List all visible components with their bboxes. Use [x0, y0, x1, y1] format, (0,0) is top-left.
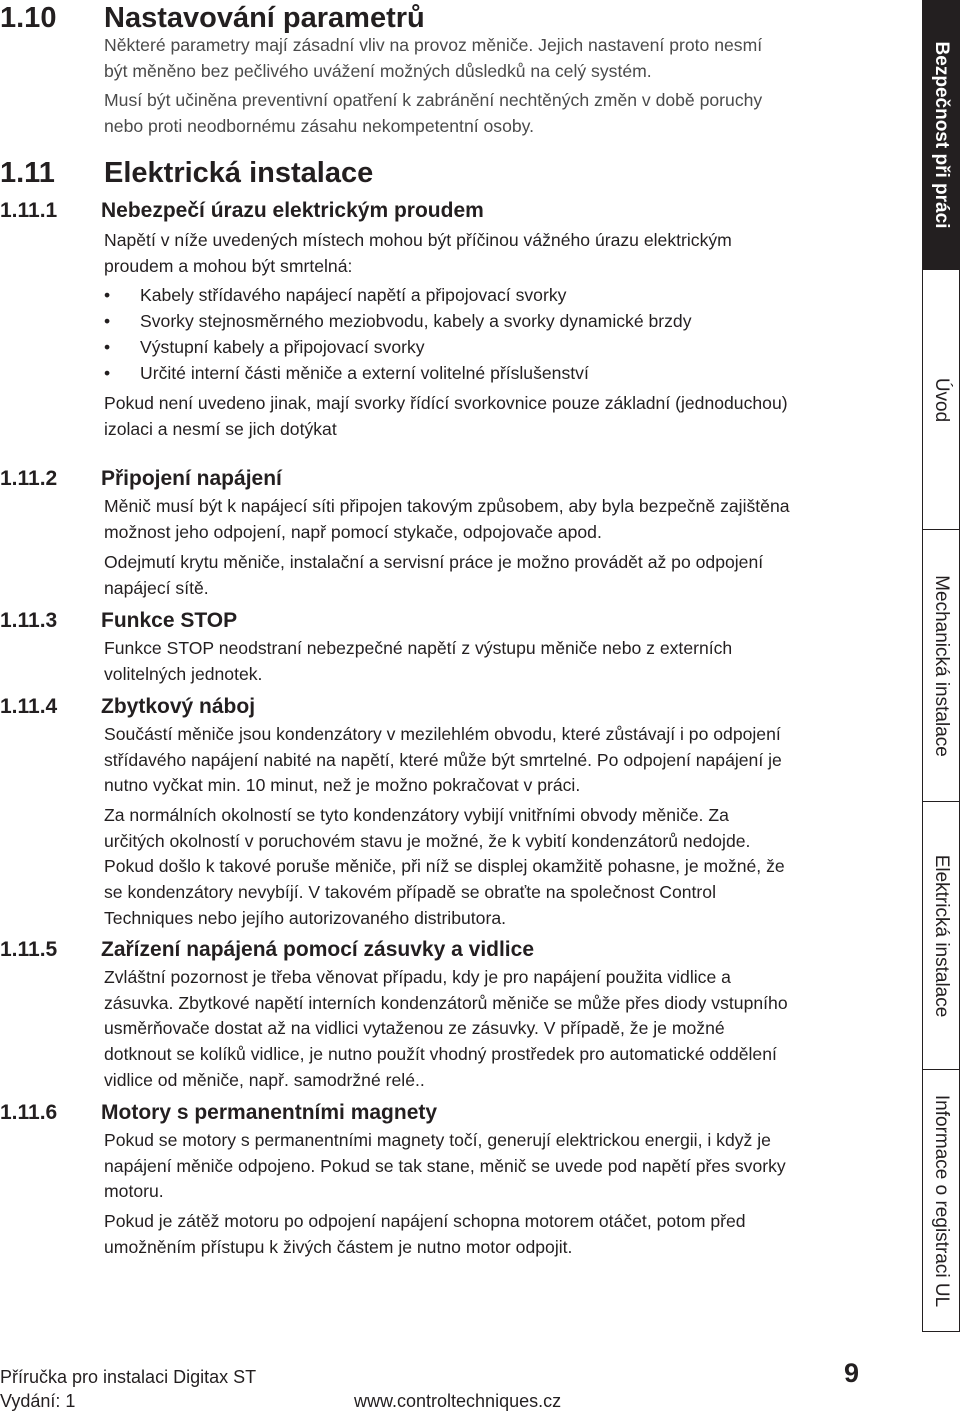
section-1-11-2-paragraph-2: Odejmutí krytu měniče, instalační a servisní práce je možno provádět až po odpojení napájecí sítě.	[104, 552, 764, 598]
footer-issue: Vydání: 1	[0, 1391, 76, 1411]
bullet-icon: •	[104, 337, 111, 357]
section-title: Elektrická instalace	[104, 157, 374, 189]
section-1-11-heading	[0, 157, 900, 191]
section-1-11-1-intro: Napětí v níže uvedených místech mohou být příčinou vážného úrazu elektrickým proudem a mohou být smrtelná:	[104, 230, 732, 276]
section-title: Motory s permanentními magnety	[101, 1101, 438, 1124]
bullet-icon: •	[104, 311, 111, 331]
section-1-11-4-paragraph-2: Za normálních okolností se tyto kondenzátory vybijí vnitřními obvody měniče. Za určitých okolností v poruchovém stavu je možné, že k vybití kondenzátorů nedojde. Pokud došlo k takové poruše měniče, při níž se displej okamžitě pohasne, je možné, že se kondenzátory nevybíjí. V takovém případě se obraťte na společnost Control Techniques nebo jejího autorizovaného distributora.	[104, 805, 785, 928]
footer-manual-title: Příručka pro instalaci Digitax ST	[0, 1367, 257, 1387]
section-number: 1.11.1	[0, 199, 58, 222]
section-1-11-2-heading	[0, 467, 900, 495]
section-title: Připojení napájení	[101, 467, 282, 490]
sidebar-tab-label: Informace o registraci UL	[931, 1094, 952, 1307]
sidebar-tab-label: Bezpečnost při práci	[931, 41, 952, 228]
section-1-10-paragraph-2: Musí být učiněna preventivní opatření k zabránění nechtěných změn v době poruchy nebo proti neodbornému zásahu nekompetentní osoby.	[104, 90, 763, 136]
section-number: 1.11	[0, 157, 55, 189]
section-title: Funkce STOP	[101, 609, 238, 632]
bullet-icon: •	[104, 285, 111, 305]
section-number: 1.11.2	[0, 467, 58, 490]
chapter-sidebar	[922, 0, 960, 1332]
sidebar-tab-informace-ul[interactable]	[923, 1070, 959, 1332]
section-title: Nebezpečí úrazu elektrickým proudem	[101, 199, 484, 222]
section-title: Zbytkový náboj	[101, 695, 256, 718]
sidebar-tab-mechanicka-instalace[interactable]	[923, 530, 959, 802]
section-1-11-6-paragraph-2: Pokud je zátěž motoru po odpojení napájení schopna motorem otáčet, potom před umožněním přístupu k živých částem je nutno motor odpojit.	[104, 1211, 746, 1257]
section-title: Nastavování parametrů	[104, 2, 425, 34]
section-1-10-heading	[0, 2, 900, 36]
section-1-10-paragraph-1: Některé parametry mají zásadní vliv na provoz měniče. Jejich nastavení proto nesmí být měněno bez pečlivého uvážení možných důsledků na celý systém.	[104, 35, 763, 81]
section-1-11-1-note: Pokud není uvedeno jinak, mají svorky řídící svorkovnice pouze základní (jednoduchou) izolaci a nesmí se jich dotýkat	[104, 393, 788, 439]
sidebar-tab-label: Úvod	[931, 377, 952, 422]
section-1-11-5-paragraph: Zvláštní pozornost je třeba věnovat případu, kdy je pro napájení použita vidlice a zásuvka. Zbytkové napětí interních kondenzátorů měniče se může přes diody vstupního usměrňovače dostat až na vidlici vytaženou ze zásuvky. V případě, že je možné dotknout se kolíků vidlice, je nutno použít vhodný prostředek pro automatické oddělení vidlice od měniče, např. samodržné relé..	[104, 967, 788, 1090]
section-1-11-6-heading	[0, 1101, 900, 1129]
section-1-11-4-heading	[0, 695, 900, 723]
footer-url[interactable]: www.controltechniques.cz	[354, 1391, 562, 1411]
bullet-icon: •	[104, 363, 111, 383]
section-1-11-5-heading	[0, 938, 900, 966]
section-number: 1.11.6	[0, 1101, 58, 1124]
page-number: 9	[844, 1358, 860, 1388]
section-number: 1.11.5	[0, 938, 58, 961]
section-number: 1.11.4	[0, 695, 58, 718]
sidebar-tab-label: Elektrická instalace	[931, 854, 952, 1017]
section-title: Zařízení napájená pomocí zásuvky a vidlice	[101, 938, 535, 961]
section-1-11-3-paragraph: Funkce STOP neodstraní nebezpečné napětí z výstupu měniče nebo z externích volitelných jednotek.	[104, 638, 733, 684]
section-1-11-1-heading	[0, 199, 900, 227]
sidebar-tab-bezpecnost[interactable]	[923, 0, 959, 270]
section-number: 1.11.3	[0, 609, 58, 632]
section-1-11-4-paragraph-1: Součástí měniče jsou kondenzátory v mezilehlém obvodu, které zůstávají i po odpojení střídavého napájení nabité na napětí, které může být smrtelné. Po odpojení napájení je nutno vyčkat min. 10 minut, než je možno pokračovat v práci.	[104, 724, 782, 796]
sidebar-tab-label: Mechanická instalace	[931, 574, 952, 757]
section-1-11-3-heading	[0, 609, 900, 637]
section-1-11-6-paragraph-1: Pokud se motory s permanentními magnety točí, generují elektrickou energii, i když je napájení měniče odpojeno. Pokud se tak stane, měnič se uvede pod napětí přes svorky motoru.	[104, 1130, 786, 1202]
sidebar-tab-elektricka-instalace[interactable]	[923, 802, 959, 1070]
section-number: 1.10	[0, 2, 57, 34]
sidebar-tab-uvod[interactable]	[923, 270, 959, 530]
section-1-11-2-paragraph-1: Měnič musí být k napájecí síti připojen takovým způsobem, aby byla bezpečně zajištěna možnost jeho odpojení, např pomocí stykače, odpojovače apod.	[104, 496, 790, 542]
